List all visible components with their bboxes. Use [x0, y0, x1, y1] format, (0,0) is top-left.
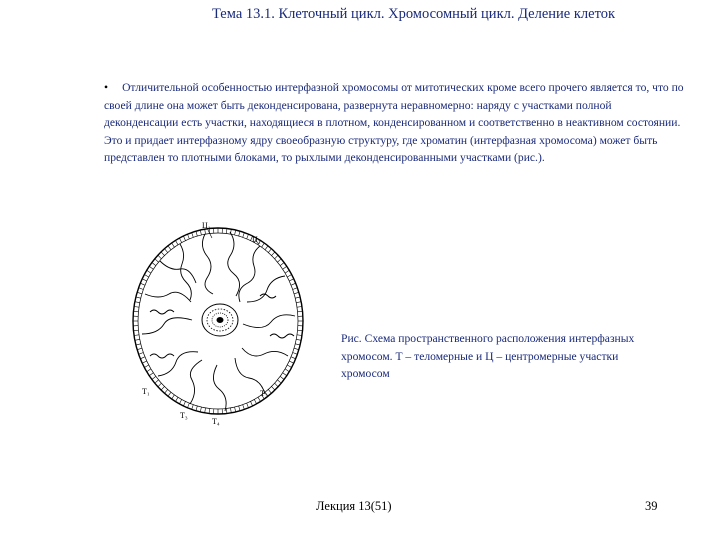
hatch-mark: [158, 255, 162, 259]
hatch-mark: [176, 397, 179, 401]
hatch-mark: [209, 409, 210, 414]
hatch-mark: [278, 259, 282, 262]
label-t2: Т₂: [260, 389, 268, 398]
hatch-mark: [158, 383, 162, 387]
hatch-mark: [296, 339, 301, 340]
hatch-mark: [289, 279, 293, 281]
hatch-mark: [200, 230, 201, 235]
hatch-mark: [283, 373, 287, 376]
label-t4: Т₄: [212, 417, 220, 426]
hatch-mark: [291, 283, 296, 285]
hatch-mark: [235, 230, 236, 235]
hatch-mark: [278, 380, 282, 383]
hatch-mark: [135, 339, 140, 340]
hatch-mark: [192, 233, 194, 238]
hatch-mark: [272, 386, 275, 390]
hatch-mark: [161, 252, 164, 256]
hatch-mark: [200, 407, 201, 412]
hatch-mark: [139, 288, 144, 290]
hatch-mark: [183, 401, 185, 406]
label-c1: Ц₁: [202, 221, 211, 230]
hatch-mark: [165, 249, 168, 253]
hatch-mark: [196, 406, 197, 411]
hatch-mark: [149, 373, 153, 376]
hatch-mark: [294, 348, 299, 350]
hatch-mark: [188, 403, 190, 408]
label-t1: Т₁: [142, 387, 150, 396]
hatch-mark: [283, 266, 287, 269]
hatch-mark: [289, 361, 293, 363]
hatch-mark: [155, 259, 159, 262]
hatch-mark: [136, 297, 141, 298]
hatch-mark: [296, 302, 301, 303]
hatch-mark: [135, 302, 140, 303]
hatch-mark: [297, 307, 302, 308]
hatch-mark: [235, 407, 236, 412]
nucleolus: [202, 304, 238, 336]
hatch-mark: [275, 255, 279, 259]
hatch-mark: [265, 246, 268, 250]
hatch-mark: [272, 252, 275, 256]
hatch-mark: [243, 233, 245, 238]
hatch-mark: [172, 243, 175, 247]
bullet-marker: •: [104, 81, 109, 94]
slide-title: Тема 13.1. Клеточный цикл. Хромосомный цикл. Деление клеток: [212, 6, 616, 22]
hatch-mark: [196, 231, 197, 236]
hatch-mark: [144, 365, 148, 368]
hatch-mark: [262, 243, 265, 247]
hatch-mark: [165, 389, 168, 393]
hatch-mark: [295, 297, 300, 298]
hatch-mark: [152, 263, 156, 266]
hatch-mark: [287, 275, 291, 278]
hatch-mark: [254, 399, 256, 404]
hatch-mark: [293, 288, 298, 290]
hatch-mark: [243, 405, 245, 410]
hatch-mark: [134, 311, 139, 312]
hatch-mark: [239, 406, 240, 411]
hatch-mark: [285, 369, 289, 372]
body-paragraph: [104, 79, 684, 167]
hatch-mark: [183, 236, 185, 241]
hatch-mark: [247, 234, 249, 239]
hatch-mark: [134, 307, 139, 308]
hatch-mark: [137, 292, 142, 294]
hatch-mark: [275, 383, 279, 387]
hatch-mark: [137, 348, 142, 350]
figure-caption: Рис. Схема пространственного расположения интерфазных хромосом. Т – теломерные и Ц – центромерные участки хромосом: [341, 332, 635, 380]
hatch-mark: [298, 330, 303, 331]
interphase-nucleus-diagram: [120, 216, 320, 428]
label-pointer: [208, 230, 212, 238]
hatch-mark: [268, 389, 271, 393]
hatch-mark: [134, 335, 139, 336]
hatch-mark: [192, 405, 194, 410]
hatch-mark: [188, 234, 190, 239]
hatch-mark: [134, 330, 139, 331]
hatch-mark: [139, 353, 144, 355]
hatch-mark: [291, 357, 296, 359]
hatch-mark: [136, 344, 141, 345]
hatch-mark: [152, 376, 156, 379]
hatch-mark: [294, 292, 299, 294]
hatch-mark: [239, 231, 240, 236]
hatch-mark: [268, 249, 271, 253]
paragraph-text: Отличительной особенностью интерфазной хромосомы от митотических кроме всего прочего является то, что по своей длине она может быть деконденсирована, развернута неравномерно: наряду с участками полной деконденсации есть участки, находящиеся в плотном, конденсированном и соответственно в неактивном состоянии. Это и придает интерфазному ядру своеобразную структуру, где хроматин (интерфазная хромосома) может быть представлен то плотными блоками, то рыхлыми деконденсированными участками (рис.).: [104, 81, 684, 165]
hatch-mark: [176, 241, 179, 245]
hatch-mark: [231, 408, 232, 413]
hatch-mark: [172, 395, 175, 399]
page-number: 39: [645, 499, 658, 513]
hatch-mark: [147, 270, 151, 273]
hatch-mark: [168, 392, 171, 396]
hatch-mark: [295, 344, 300, 345]
hatch-mark: [287, 365, 291, 368]
hatch-mark: [140, 357, 145, 359]
hatch-mark: [144, 275, 148, 278]
hatch-mark: [280, 263, 284, 266]
label-c2: Ц₂: [252, 235, 261, 244]
hatch-mark: [147, 369, 151, 372]
hatch-mark: [226, 229, 227, 234]
hatch-mark: [285, 270, 289, 273]
hatch-mark: [155, 380, 159, 383]
hatch-mark: [179, 399, 181, 404]
hatch-mark: [247, 403, 249, 408]
hatch-mark: [297, 335, 302, 336]
label-t3: Т₃: [180, 411, 188, 420]
footer-lecture: Лекция 13(51): [316, 499, 392, 513]
hatch-mark: [280, 376, 284, 379]
hatch-mark: [205, 408, 206, 413]
hatch-mark: [293, 353, 298, 355]
hatch-mark: [226, 409, 227, 414]
hatch-mark: [142, 279, 146, 281]
hatch-mark: [149, 266, 153, 269]
hatch-mark: [142, 361, 146, 363]
hatch-mark: [140, 283, 145, 285]
hatch-mark: [179, 238, 181, 243]
hatch-mark: [251, 401, 253, 406]
hatch-mark: [161, 386, 164, 390]
hatch-mark: [298, 311, 303, 312]
hatch-mark: [168, 246, 171, 250]
